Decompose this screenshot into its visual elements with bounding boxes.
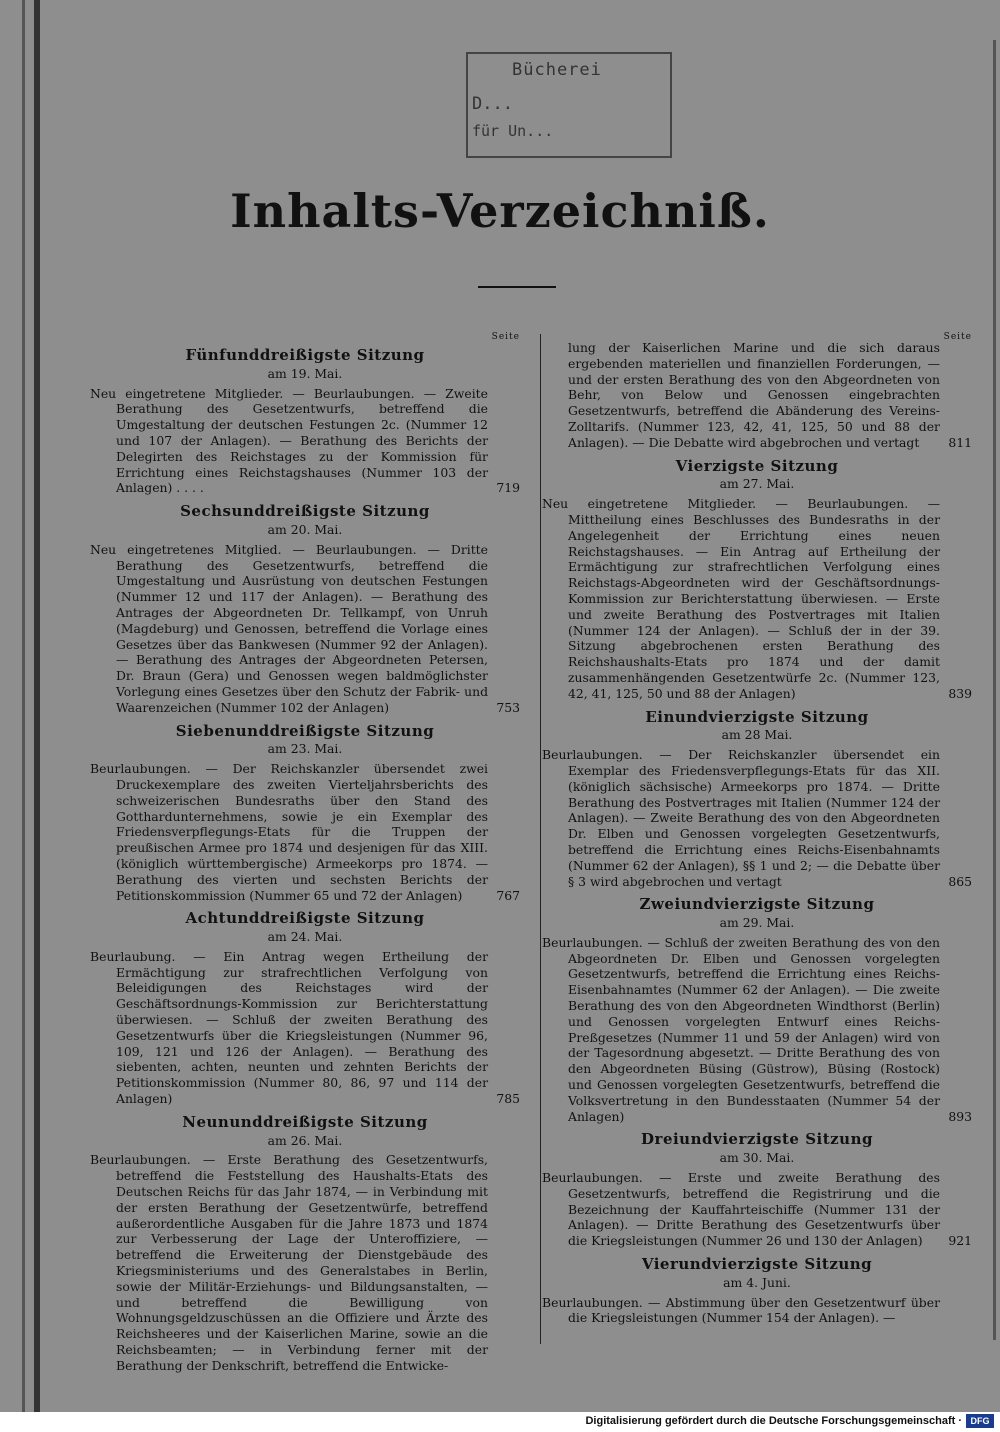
session-contents — [542, 1295, 972, 1327]
session-contents — [542, 1170, 972, 1249]
page-number: 767 — [496, 887, 520, 903]
entry-text: Beurlaubungen. — Erste Berathung des Gesetzentwurfs, betreffend die Feststellung des Haushalts-Etats des Deutschen Reichs für das Jahr 1874, — in Verbindung mit der ersten Berathung der Gesetzentwürfe, betreffend außerordentliche Ausgaben für die Jahre 1873 und 1874 zur Verbesserung der Lage der Unteroffiziere, — betreffend die Erweiterung der Dienstgebäude des Kriegsministeriums und des Generalstabes in Berlin, sowie der Militär-Erziehungs- und Bildungsanstalten, — und betreffend die Bewilligung von Wohnungsgeldzuschüssen an die Offiziere und Ärzte des Reichsheeres und der Kaiserlichen Marine, sowie an die Reichsbeamten; — in Verbindung ferner mit der Berathung der Denkschrift, betreffend die Entwicke- — [90, 1152, 488, 1373]
session-entry — [90, 504, 520, 715]
session-heading: Siebenunddreißigste Sitzung — [175, 721, 435, 740]
session-contents — [90, 386, 520, 497]
session-heading: Vierzigste Sitzung — [675, 456, 839, 475]
session-contents — [90, 949, 520, 1107]
session-contents — [542, 935, 972, 1125]
stamp-line-2: D... — [472, 94, 513, 114]
title-rule — [478, 286, 556, 288]
session-entry — [90, 1112, 520, 1374]
page-number: 865 — [948, 873, 972, 889]
continued-entry — [542, 340, 972, 451]
session-entry — [542, 707, 972, 890]
column-divider — [540, 334, 541, 1344]
session-date: am 23. Mai. — [267, 741, 343, 757]
page-title: Inhalts-Verzeichniß. — [230, 184, 770, 238]
session-date: am 28 Mai. — [721, 727, 793, 743]
session-date: am 24. Mai. — [267, 929, 343, 945]
entry-text: Beurlaubungen. — Schluß der zweiten Berathung des von den Abgeordneten Dr. Elben und Genossen vorgelegten Gesetzentwurfs, betreffend die Errichtung eines Reichs-Eisenbahnamtes (Nummer 62 der Anlagen). — Die zweite Berathung des von den Abgeordneten Windthorst (Berlin) und Genossen vorgelegten Entwurf eines Reichs-Preßgesetzes (Nummer 11 und 59 der Anlagen) wird von der Tagesordnung abgesetzt. — Dritte Berathung des von den Abgeordneten Büsing (Güstrow), Büsing (Rostock) und Genossen vorgelegten Gesetzentwurfs, betreffend die Volksvertretung in den Bundesstaaten (Nummer 54 der Anlagen) — [542, 934, 940, 1124]
session-heading: Sechsunddreißigste Sitzung — [180, 502, 430, 521]
session-date: am 26. Mai. — [267, 1132, 343, 1148]
session-entry — [542, 1257, 972, 1326]
session-contents — [90, 1152, 520, 1373]
session-entry — [90, 721, 520, 904]
entry-text: Beurlaubungen. — Abstimmung über den Gesetzentwurf über die Kriegsleistungen (Nummer 154 der Anlagen). — — [542, 1294, 940, 1326]
session-date: am 30. Mai. — [719, 1150, 795, 1166]
session-entry — [90, 911, 520, 1107]
session-date: am 20. Mai. — [267, 521, 343, 537]
page-number: 893 — [948, 1108, 972, 1124]
entry-text: Beurlaubungen. — Der Reichskanzler übersendet zwei Druckexemplare des zweiten Vierteljahrsberichts des schweizerischen Bundesraths über den Stand des Gotthardunternehmens, sowie je ein Exemplar des Friedensverpflegungs-Etats für die Truppen der preußischen Armee pro 1874 und desjenigen für das XIII. (königlich württembergische) Armeekorps pro 1874. — Berathung des vierten und sechsten Berichts der Petitionskommission (Nummer 65 und 72 der Anlagen) — [90, 761, 488, 903]
stamp-line-3: für Un... — [472, 122, 554, 140]
page-number: 719 — [496, 480, 520, 496]
dfg-logo: DFG — [966, 1414, 994, 1428]
session-date: am 4. Juni. — [723, 1274, 791, 1290]
session-heading: Dreiundvierzigste Sitzung — [641, 1130, 873, 1149]
session-heading: Achtunddreißigste Sitzung — [185, 909, 425, 928]
session-date: am 29. Mai. — [719, 915, 795, 931]
left-column — [90, 330, 520, 1374]
entry-text: Neu eingetretene Mitglieder. — Beurlaubungen. — Zweite Berathung des Gesetzentwurfs, betreffend die Umgestaltung der deutschen Festungen 2c. (Nummer 12 und 107 der Anlagen). — Berathung des Berichts der Delegirten des Reichstages zu der Kommission für Errichtung eines Reichstagshauses (Nummer 103 der Anlagen) . . . . — [90, 385, 488, 496]
footer-bar — [0, 1412, 1000, 1432]
library-stamp — [466, 52, 672, 158]
session-entry — [90, 348, 520, 496]
entry-text: Beurlaubungen. — Erste und zweite Berathung des Gesetzentwurfs, betreffend die Registrirung und die Bezeichnung der Kauffahrteischiffe (Nummer 131 der Anlagen). — Dritte Berathung des Gesetzentwurfs über die Kriegsleistungen (Nummer 26 und 130 der Anlagen) — [542, 1170, 940, 1249]
session-date: am 19. Mai. — [267, 365, 343, 381]
session-heading: Zweiundvierzigste Sitzung — [639, 895, 875, 914]
entry-text: lung der Kaiserlichen Marine und die sich daraus ergebenden materiellen und finanziellen Forderungen, — und der ersten Berathung des von den Abgeordneten von Behr, von Below und Genossen eingebrachten Gesetzentwurfs, betreffend die Abänderung des Vereins-Zolltarifs. (Nummer 123, 42, 41, 125, 50 und 88 der Anlagen). — Die Debatte wird abgebrochen und vertagt — [568, 340, 940, 450]
session-contents — [90, 761, 520, 903]
session-heading: Vierundvierzigste Sitzung — [641, 1255, 873, 1274]
session-contents — [542, 747, 972, 889]
funding-note: Digitalisierung gefördert durch die Deutsche Forschungsgemeinschaft · — [585, 1415, 962, 1427]
seite-label: Seite — [491, 332, 520, 342]
right-column — [542, 330, 972, 1326]
page-number: 811 — [948, 434, 972, 450]
session-heading: Fünfunddreißigste Sitzung — [185, 346, 425, 364]
entry-text: Beurlaubungen. — Der Reichskanzler übersendet ein Exemplar des Friedensverpflegungs-Etats für das XII. (königlich sächsische) Armeekorps pro 1874. — Dritte Berathung des Postvertrages mit Italien (Nummer 124 der Anlagen). — Zweite Berathung des von den Abgeordneten Dr. Elben und Genossen vorgelegten Gesetzentwurfs, betreffend die Errichtung eines Reichs-Eisenbahnamts (Nummer 62 der Anlagen), §§ 1 und 2; — die Debatte über § 3 wird abgebrochen und vertagt — [542, 747, 940, 889]
entry-text: Neu eingetretenes Mitglied. — Beurlaubungen. — Dritte Berathung des Gesetzentwurfs, betreffend die Umgestaltung und Ausrüstung von deutschen Festungen (Nummer 12 und 117 der Anlagen). — Berathung des Antrages der Abgeordneten Dr. Tellkampf, von Unruh (Magdeburg) und Genossen, betreffend die Vorlage eines Gesetzes über das Bankwesen (Nummer 92 der Anlagen). — Berathung des Antrages der Abgeordneten Petersen, Dr. Braun (Gera) und Genossen wegen baldmöglichster Vorlegung eines Gesetzes über den Schutz der Fabrik- und Waarenzeichen (Nummer 102 der Anlagen) — [90, 541, 488, 715]
session-heading: Neununddreißigste Sitzung — [182, 1112, 428, 1131]
session-entry — [542, 456, 972, 702]
session-contents — [90, 542, 520, 716]
session-date: am 27. Mai. — [719, 476, 795, 492]
page-number: 785 — [496, 1091, 520, 1107]
session-heading: Einundvierzigste Sitzung — [645, 707, 869, 726]
entry-text: Beurlaubung. — Ein Antrag wegen Ertheilung der Ermächtigung zur strafrechtlichen Verfolgung von Beleidigungen des Reichstages wird der Geschäftsordnungs-Kommission zur Berichterstattung überwiesen. — Schluß der zweiten Berathung des Gesetzentwurfs über die Kriegsleistungen (Nummer 96, 109, 121 und 126 der Anlagen). — Berathung des siebenten, achten, neunten und zehnten Berichts der Petitionskommission (Nummer 80, 86, 97 und 114 der Anlagen) — [90, 948, 488, 1107]
page-number: 753 — [496, 699, 520, 715]
page-number: 921 — [948, 1233, 972, 1249]
session-entry — [542, 1132, 972, 1249]
page-number: 839 — [948, 685, 972, 701]
session-entry — [542, 897, 972, 1124]
stamp-line-1: Bücherei — [512, 60, 602, 80]
seite-label: Seite — [943, 332, 972, 342]
session-contents — [542, 496, 972, 701]
entry-text: Neu eingetretene Mitglieder. — Beurlaubungen. — Mittheilung eines Beschlusses des Bundesraths in der Angelegenheit der Errichtung eines neuen Reichstagshauses. — Ein Antrag auf Ertheilung der Ermächtigung zur strafrechtlichen Verfolgung eines Reichstags-Abgeordneten wird der Geschäftsordnungs-Kommission zur Berichterstattung überwiesen. — Erste und zweite Berathung des Postvertrages mit Italien (Nummer 124 der Anlagen). — Schluß der in der 39. Sitzung abgebrochenen ersten Berathung des Reichshaushalts-Etats pro 1874 und der damit zusammenhängenden Gesetzentwürfe 2c. (Nummer 123, 42, 41, 125, 50 und 88 der Anlagen) — [542, 496, 940, 701]
